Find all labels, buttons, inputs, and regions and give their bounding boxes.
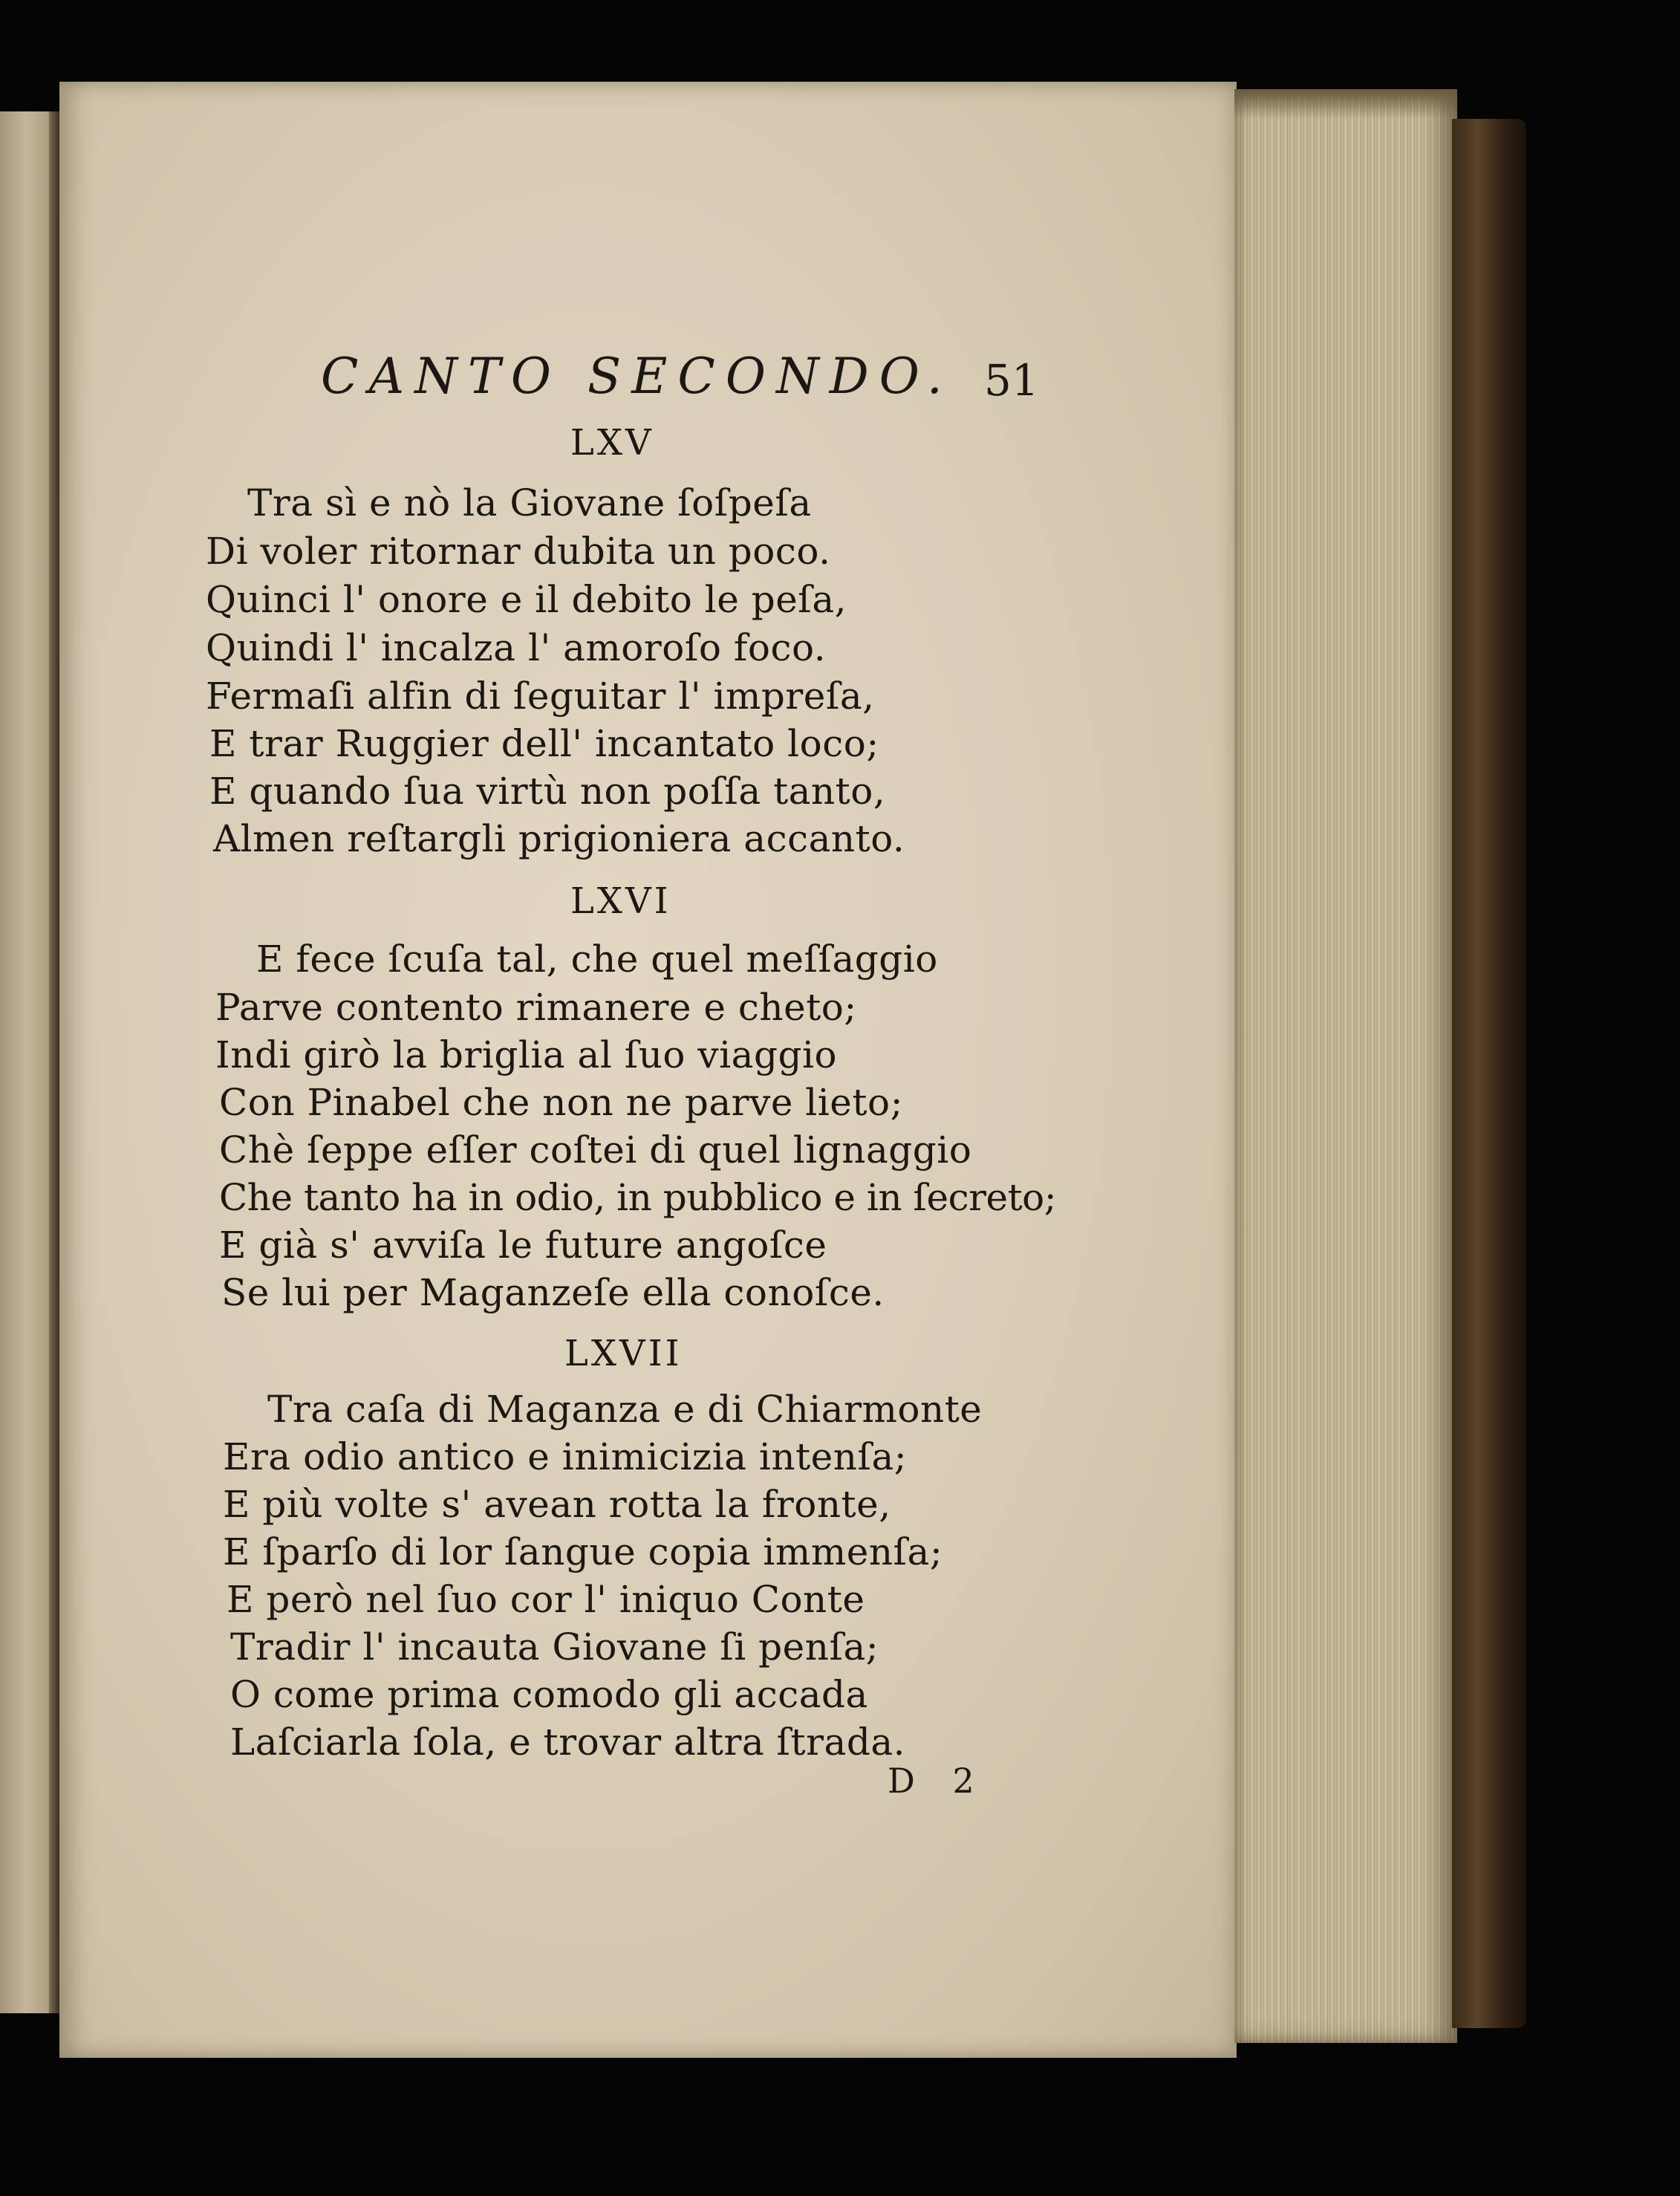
verse-line: Chè ſeppe eſſer coſtei di quel lignaggio	[219, 1128, 972, 1172]
verse-line: Tradir l' incauta Giovane ſi penſa;	[230, 1625, 879, 1669]
verse-line: Fermaſi alfin di ſeguitar l' impreſa,	[206, 675, 875, 718]
verse-line: Che tanto ha in odio, in pubblico e in ſecreto;	[219, 1176, 1057, 1219]
verse-line: Almen reſtargli prigioniera accanto.	[213, 817, 905, 860]
verse-line: Parve contento rimanere e cheto;	[215, 986, 857, 1029]
verse-line: Con Pinabel che non ne parve lieto;	[219, 1081, 903, 1124]
verse-line: O come prima comodo gli accada	[230, 1673, 868, 1716]
verse-line: Indi girò la briglia al ſuo viaggio	[215, 1033, 838, 1076]
verse-line: E però nel ſuo cor l' iniquo Conte	[227, 1578, 865, 1621]
page-number: 51	[984, 355, 1039, 406]
verse-line: Laſciarla ſola, e trovar altra ſtrada.	[230, 1721, 906, 1764]
running-head: CANTO SECONDO.	[321, 348, 953, 405]
stanza-number: LXVII	[564, 1333, 683, 1374]
verse-line: Quindi l' incalza l' amoroſo foco.	[206, 626, 827, 669]
verse-line: E quando ſua virtù non poſſa tanto,	[209, 770, 886, 813]
verse-line: Quinci l' onore e il debito le peſa,	[206, 578, 847, 621]
verse-line: Tra sì e nò la Giovane ſoſpeſa	[247, 481, 812, 524]
verse-line: E più volte s' avean rotta la fronte,	[223, 1483, 891, 1526]
verse-line: Tra caſa di Maganza e di Chiarmonte	[267, 1388, 983, 1431]
verse-line: E trar Ruggier dell' incantato loco;	[209, 722, 879, 765]
verse-line: Era odio antico e inimicizia intenſa;	[223, 1435, 908, 1478]
stanza-number: LXVI	[570, 880, 671, 922]
signature-mark: D 2	[888, 1761, 988, 1801]
verse-line: E già s' avviſa le future angoſce	[219, 1224, 827, 1267]
verse-line: E fece ſcuſa tal, che quel meſſaggio	[256, 938, 938, 981]
verse-line: Di voler ritornar dubita un poco.	[206, 530, 831, 573]
verse-line: Se lui per Maganzeſe ella conoſce.	[221, 1271, 885, 1314]
stanza-number: LXV	[570, 422, 654, 464]
verse-line: E ſparſo di lor ſangue copia immenſa;	[223, 1530, 943, 1573]
